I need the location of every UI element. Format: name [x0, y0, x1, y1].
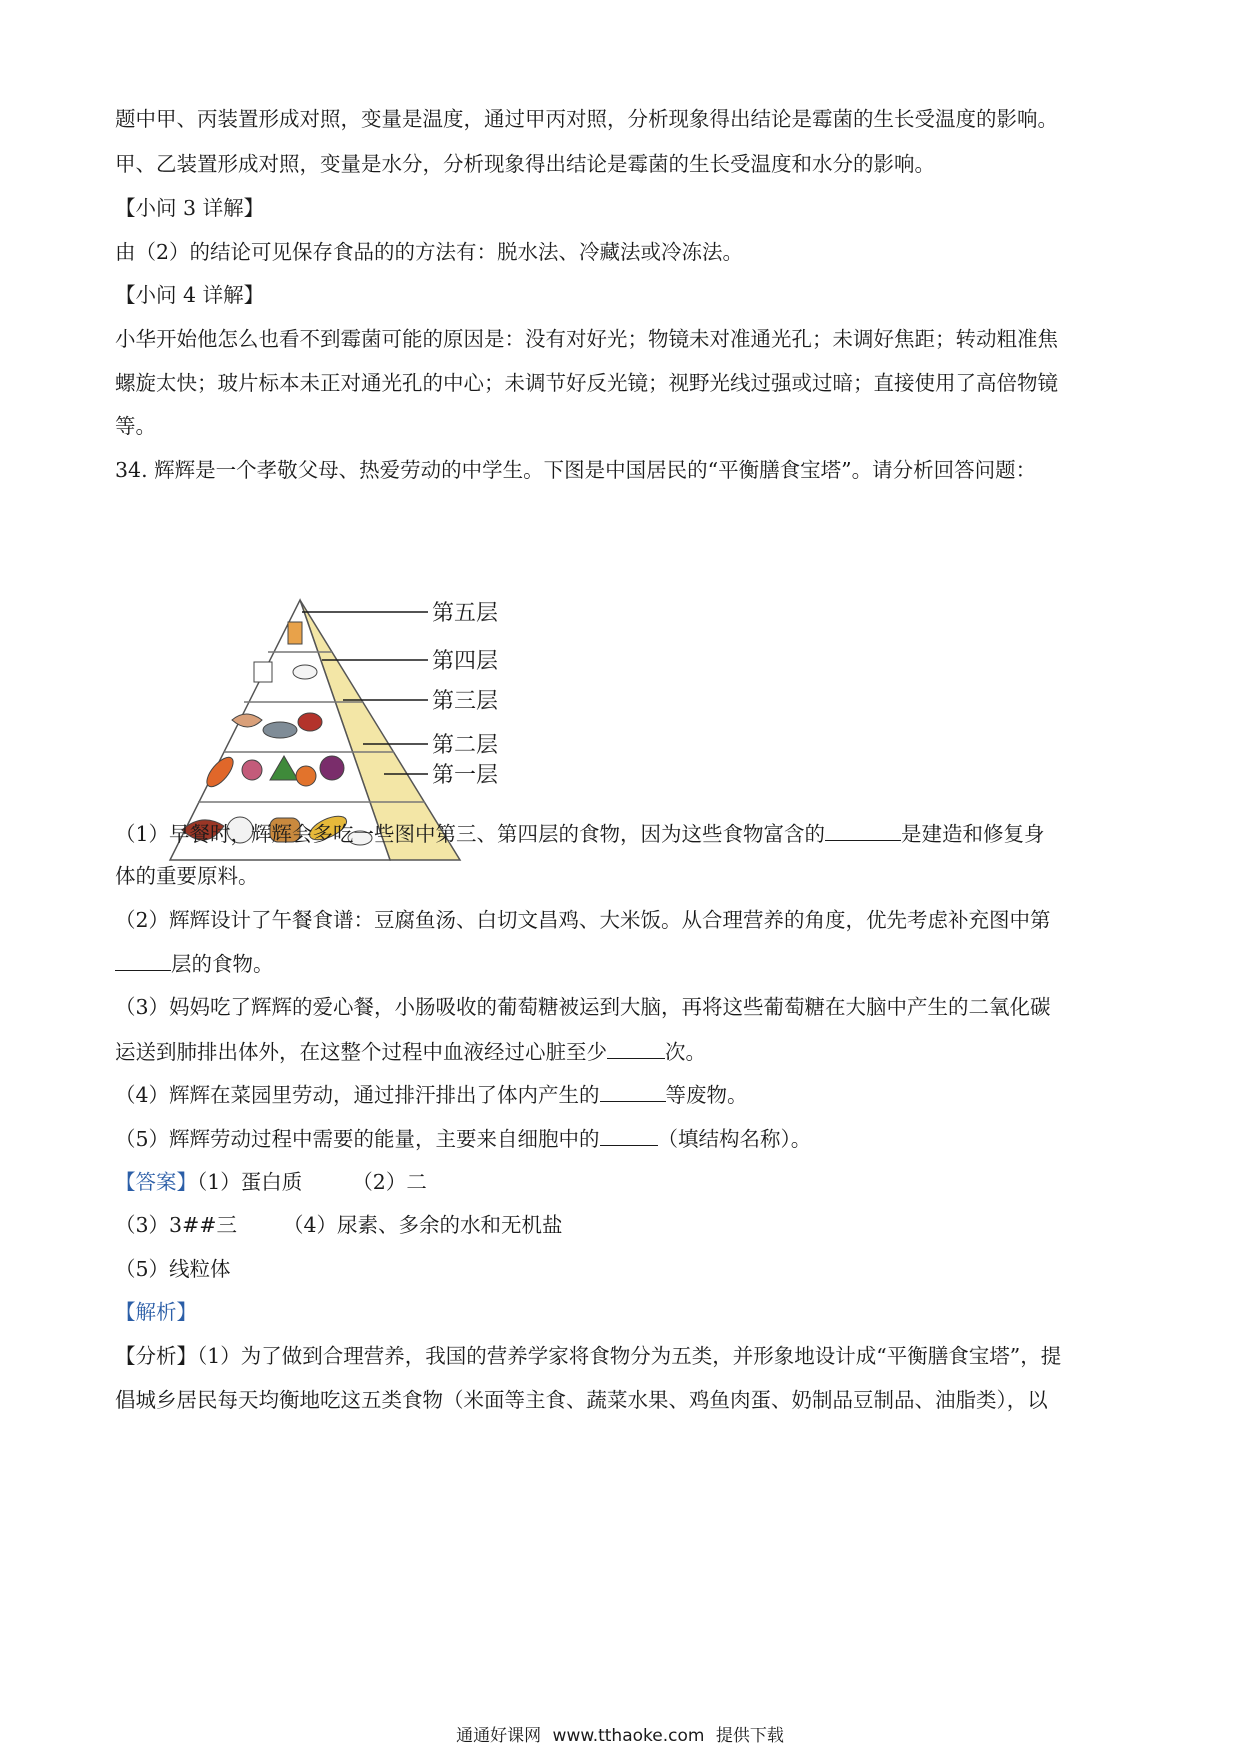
question-5-line: [115, 1123, 811, 1154]
answer-blank-2[interactable]: [115, 948, 171, 971]
answer-blank-5[interactable]: [600, 1123, 658, 1146]
analysis-line-2: 倡城乡居民每天均衡地吃这五类食物（米面等主食、蔬菜水果、鸡鱼肉蛋、奶制品豆制品、油脂类），以: [115, 1388, 1048, 1412]
question-2-line1: （2）辉辉设计了午餐食谱：豆腐鱼汤、白切文昌鸡、大米饭。从合理营养的角度，优先考虑补充图中第: [115, 908, 1051, 932]
answer-line-3: （5）线粒体: [115, 1257, 231, 1281]
question-1-line1: [115, 818, 1045, 849]
question-4-text: （4）辉辉在菜园里劳动，通过排汗排出了体内产生的: [115, 1083, 600, 1107]
question-4-line: [115, 1079, 748, 1110]
paragraph-p2: 甲、乙装置形成对照，变量是水分，分析现象得出结论是霉菌的生长受温度和水分的影响。: [115, 152, 935, 176]
question-34-stem: 34. 辉辉是一个孝敬父母、热爱劳动的中学生。下图是中国居民的“平衡膳食宝塔”。请分析回答问题：: [115, 458, 1037, 482]
question-3-text: 运送到肺排出体外，在这整个过程中血液经过心脏至少: [115, 1040, 607, 1064]
question-4-text-after: 等废物。: [665, 1083, 748, 1107]
question-5-text: （5）辉辉劳动过程中需要的能量，主要来自细胞中的: [115, 1127, 600, 1151]
question-1-text-after: 是建造和修复身: [901, 822, 1045, 846]
subquestion-4-heading: 【小问 4 详解】: [115, 283, 265, 307]
analysis-text-1: （1）为了做到合理营养，我国的营养学家将食物分为五类，并形象地设计成“平衡膳食宝塔”，提: [197, 1344, 1062, 1368]
question-3-text-after: 次。: [665, 1040, 706, 1064]
answer-blank-1[interactable]: [825, 818, 901, 841]
footer-site-name: 通通好课网: [456, 1726, 542, 1746]
answer-line-2: [115, 1210, 563, 1240]
pyramid-label-level1: 第一层: [432, 763, 499, 788]
analysis-fenxi-label: 【分析】: [115, 1344, 197, 1368]
analysis-label: 【解析】: [115, 1300, 197, 1324]
question-1-line2: 体的重要原料。: [115, 864, 259, 888]
paragraph-p1: 题中甲、丙装置形成对照，变量是温度，通过甲丙对照，分析现象得出结论是霉菌的生长受温度的影响。: [115, 107, 1058, 131]
footer-url[interactable]: www.tthaoke.com: [552, 1726, 705, 1746]
answer-blank-4[interactable]: [600, 1079, 666, 1102]
answer-1: （1）蛋白质: [197, 1170, 303, 1194]
pyramid-label-level2: 第二层: [432, 733, 499, 758]
question-3-line2: [115, 1036, 706, 1067]
footer-note: 提供下载: [715, 1726, 784, 1746]
question-2-text-after: 层的食物。: [171, 952, 274, 976]
paragraph-p4-line1: 小华开始他怎么也看不到霉菌可能的原因是：没有对好光；物镜未对准通光孔；未调好焦距；转动粗准焦: [115, 327, 1058, 351]
pyramid-label-level5: 第五层: [432, 601, 499, 626]
paragraph-p4-line2: 螺旋太快；玻片标本未正对通光孔的中心；未调节好反光镜；视野光线过强或过暗；直接使用了高倍物镜: [115, 371, 1058, 395]
paragraph-p4-line3: 等。: [115, 414, 156, 438]
answer-4: （4）尿素、多余的水和无机盐: [282, 1213, 563, 1237]
answer-label: 【答案】: [115, 1170, 197, 1194]
question-1-text: （1）早餐时，辉辉会多吃一些图中第三、第四层的食物，因为这些食物富含的: [115, 822, 826, 846]
answer-line-1: [115, 1167, 427, 1197]
question-5-text-after: （填结构名称）。: [657, 1127, 812, 1151]
answer-2: （2）二: [352, 1170, 427, 1194]
analysis-line-1: [115, 1341, 1061, 1371]
pyramid-label-level4: 第四层: [432, 649, 499, 674]
question-3-line1: （3）妈妈吃了辉辉的爱心餐，小肠吸收的葡萄糖被运到大脑，再将这些葡萄糖在大脑中产生的二氧化碳: [115, 995, 1051, 1019]
paragraph-p3: 由（2）的结论可见保存食品的的方法有：脱水法、冷藏法或冷冻法。: [115, 240, 744, 264]
answer-3: （3）3##三: [115, 1213, 237, 1237]
subquestion-3-heading: 【小问 3 详解】: [115, 196, 265, 220]
answer-blank-3[interactable]: [607, 1036, 665, 1059]
pyramid-label-level3: 第三层: [432, 689, 499, 714]
page-footer: [0, 1724, 1240, 1748]
question-2-line2: [115, 948, 274, 979]
